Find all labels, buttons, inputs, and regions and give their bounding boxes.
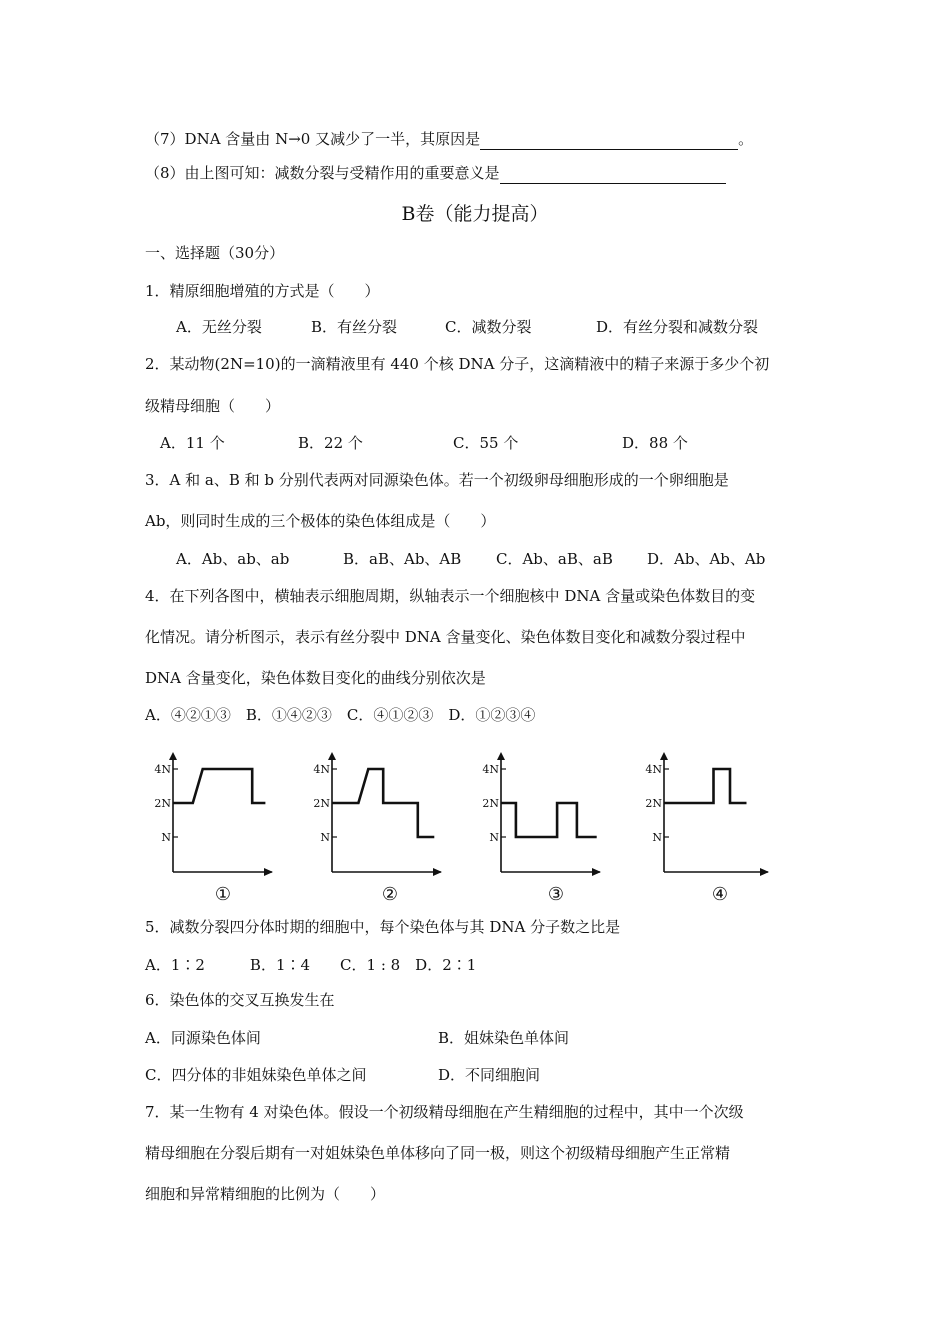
y-tick-label: 4N	[645, 763, 662, 776]
question-stem-line: 4．在下列各图中，横轴表示细胞周期，纵轴表示一个细胞核中 DNA 含量或染色体数目的变	[145, 587, 756, 605]
y-axis-arrow	[660, 752, 668, 760]
graph-svg	[143, 748, 278, 878]
option-c[interactable]: C．四分体的非姐妹染色单体之间	[145, 1066, 367, 1084]
option-d[interactable]: D．88 个	[622, 434, 688, 452]
question-stem-line: 细胞和异常精细胞的比例为（ ）	[145, 1185, 386, 1203]
graph-svg	[634, 748, 774, 878]
series-line	[173, 769, 265, 803]
y-tick-label: N	[161, 831, 171, 844]
x-axis-arrow	[592, 868, 601, 876]
option-c[interactable]: C．减数分裂	[445, 318, 532, 336]
fill-in-q8	[145, 163, 726, 184]
graph-3	[471, 748, 606, 878]
question-stem-line: 3．A 和 a、B 和 b 分别代表两对同源染色体。若一个初级卵母细胞形成的一个卵细胞是	[145, 471, 729, 489]
option-a[interactable]: A．Ab、ab、ab	[176, 550, 290, 568]
answer-blank[interactable]	[480, 129, 738, 150]
options-line[interactable]: A．1∶2 B．1∶4 C．1 : 8 D．2∶1	[145, 956, 477, 974]
x-axis-arrow	[433, 868, 442, 876]
question-stem: 6．染色体的交叉互换发生在	[145, 991, 335, 1009]
y-axis-arrow	[497, 752, 505, 760]
series-line	[501, 803, 597, 837]
question-stem-line: 2．某动物(2N=10)的一滴精液里有 440 个核 DNA 分子，这滴精液中的精子来源于多少个初	[145, 355, 770, 373]
option-c[interactable]: C．55 个	[453, 434, 519, 452]
y-tick-label: 2N	[154, 797, 171, 810]
y-tick-label: 4N	[154, 763, 171, 776]
y-tick-label: 2N	[313, 797, 330, 810]
question-stem-line: Ab，则同时生成的三个极体的染色体组成是（ ）	[145, 512, 496, 530]
answer-blank[interactable]	[500, 163, 726, 184]
x-axis-arrow	[264, 868, 273, 876]
y-tick-label: 4N	[313, 763, 330, 776]
fill-in-q7	[145, 129, 753, 150]
y-tick-label: 2N	[482, 797, 499, 810]
graph-svg	[302, 748, 447, 878]
option-a[interactable]: A．11 个	[160, 434, 225, 452]
question-stem-line: 精母细胞在分裂后期有一对姐妹染色单体移向了同一极，则这个初级精母细胞产生正常精	[145, 1144, 731, 1162]
option-b[interactable]: B．aB、Ab、AB	[343, 550, 462, 568]
y-tick-label: 4N	[482, 763, 499, 776]
y-axis-arrow	[328, 752, 336, 760]
fill-in-q8-text: （8）由上图可知：减数分裂与受精作用的重要意义是	[145, 164, 500, 182]
series-line	[332, 769, 434, 837]
option-c[interactable]: C．Ab、aB、aB	[496, 550, 613, 568]
option-d[interactable]: D．有丝分裂和减数分裂	[596, 318, 759, 336]
graph-label: ③	[547, 884, 565, 905]
question-stem-line: 化情况。请分析图示，表示有丝分裂中 DNA 含量变化、染色体数目变化和减数分裂过程中	[145, 628, 746, 646]
graph-label: ①	[214, 884, 232, 905]
question-stem-line: 7．某一生物有 4 对染色体。假设一个初级精母细胞在产生精细胞的过程中，其中一个次级	[145, 1103, 744, 1121]
y-axis-arrow	[169, 752, 177, 760]
option-a[interactable]: A．无丝分裂	[176, 318, 262, 336]
question-stem: 1．精原细胞增殖的方式是（ ）	[145, 282, 380, 300]
y-tick-label: N	[489, 831, 499, 844]
section-heading: 一、选择题（30分）	[145, 244, 285, 262]
option-b[interactable]: B．22 个	[298, 434, 363, 452]
graph-4	[634, 748, 774, 878]
series-line	[664, 769, 747, 803]
option-b[interactable]: B．有丝分裂	[311, 318, 398, 336]
y-tick-label: 2N	[645, 797, 662, 810]
graph-label: ②	[381, 884, 399, 905]
question-stem-line: DNA 含量变化，染色体数目变化的曲线分别依次是	[145, 669, 486, 687]
graph-1	[143, 748, 278, 878]
graph-2	[302, 748, 447, 878]
option-d[interactable]: D．不同细胞间	[438, 1066, 541, 1084]
graph-label: ④	[711, 884, 729, 905]
x-axis-arrow	[760, 868, 769, 876]
fill-in-q7-end: 。	[738, 130, 754, 148]
options-line[interactable]: A．④②①③ B．①④②③ C．④①②③ D．①②③④	[145, 706, 536, 724]
option-a[interactable]: A．同源染色体间	[145, 1029, 261, 1047]
question-stem: 5．减数分裂四分体时期的细胞中，每个染色体与其 DNA 分子数之比是	[145, 918, 621, 936]
y-tick-label: N	[320, 831, 330, 844]
graph-svg	[471, 748, 606, 878]
question-stem-line: 级精母细胞（ ）	[145, 397, 281, 415]
fill-in-q7-text: （7）DNA 含量由 N→0 又减少了一半，其原因是	[145, 130, 481, 148]
section-title: B卷（能力提高）	[401, 203, 549, 225]
option-d[interactable]: D．Ab、Ab、Ab	[647, 550, 766, 568]
y-tick-label: N	[652, 831, 662, 844]
option-b[interactable]: B．姐妹染色单体间	[438, 1029, 570, 1047]
